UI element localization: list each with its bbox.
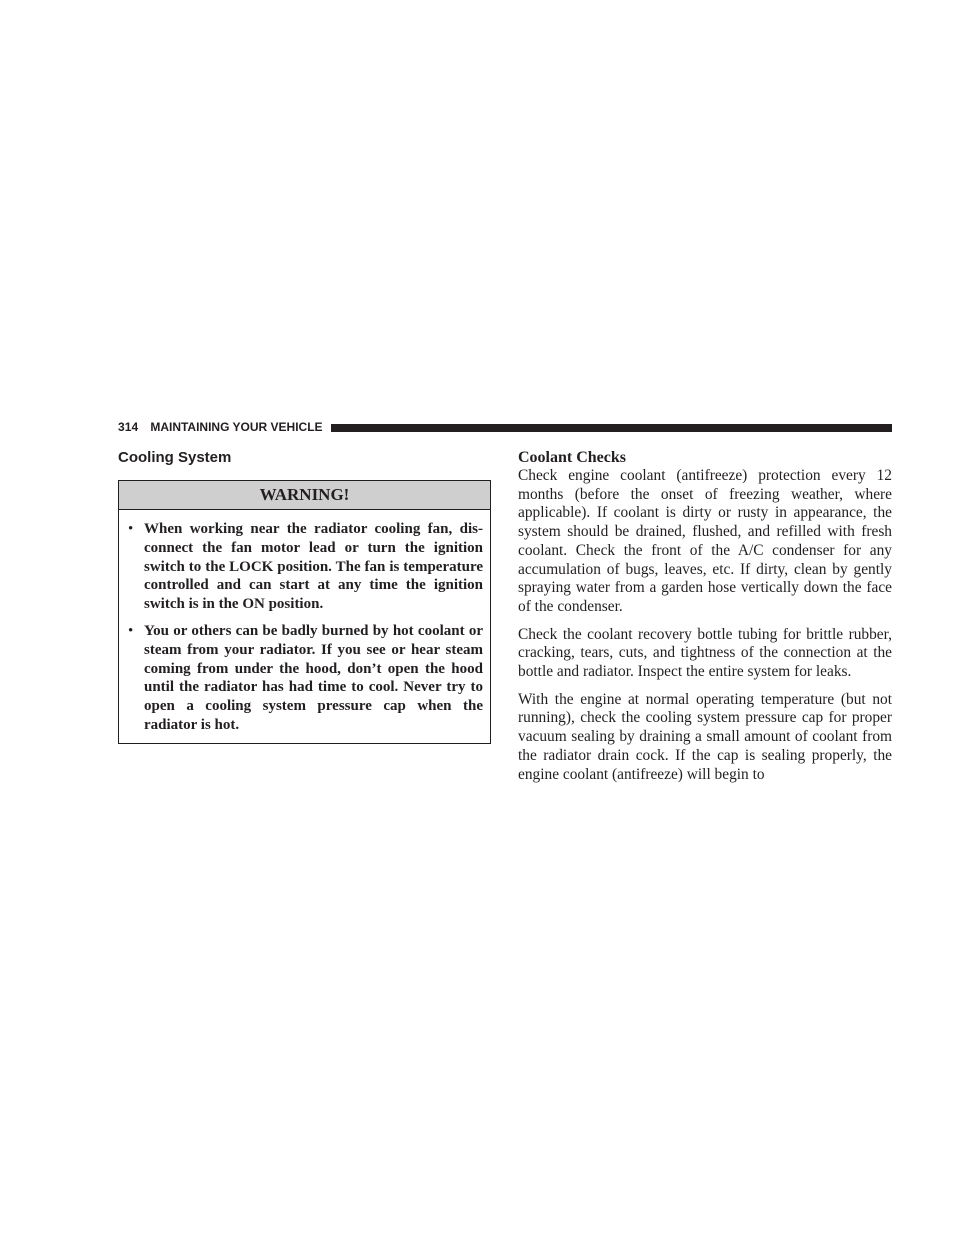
warning-title: WARNING! — [119, 481, 490, 510]
page-header — [118, 419, 892, 435]
warning-list — [119, 510, 490, 743]
warning-box — [118, 480, 491, 744]
page-number: 314 — [118, 420, 139, 434]
warning-item-text: When working near the radiator cooling fan, disconnect the fan motor lead or turn the ignition switch to the LOCK position. The fan is temperature controlled and can start at any time the ignition switch is in the ON position. — [144, 521, 483, 613]
bullet-icon: • — [128, 622, 134, 639]
warning-item-text: You or others can be badly burned by hot coolant or steam from your radiator. If you see or hear steam coming from under the hood, don’t open the hood until the radiator has had time to cool. Never try to open a cooling system pressure cap when the radiator is hot. — [144, 622, 483, 733]
coolant-checks-heading: Coolant Checks — [518, 449, 627, 466]
section-title: MAINTAINING YOUR VEHICLE — [150, 420, 323, 434]
right-column — [518, 448, 892, 793]
body-paragraph: Check the coolant recovery bottle tubing for brittle rubber, cracking, tears, cuts, and tightness of the connection at the bottle and radiator. Inspect the entire system for leaks. — [518, 625, 892, 681]
header-rule — [331, 424, 892, 432]
warning-item — [128, 622, 483, 735]
body-paragraph: With the engine at normal operating temperature (but not running), check the cooling system pressure cap for proper vacuum sealing by draining a small amount of coolant from the radiator drain cock. If the cap is sealing properly, the engine coolant (antifreeze) will begin to — [518, 690, 892, 783]
body-paragraph: Check engine coolant (antifreeze) protection every 12 months (before the onset of freezing weather, where applicable). If coolant is dirty or rusty in appearance, the system should be drained, flushed, and refilled with fresh coolant. Check the front of the A/C condenser for any accumulation of bugs, leaves, etc. If dirty, clean by gently spraying water from a garden hose vertically down the face of the condenser. — [518, 467, 892, 615]
cooling-system-heading: Cooling System — [118, 449, 232, 466]
left-column — [118, 448, 492, 744]
warning-item — [128, 520, 483, 614]
bullet-icon: • — [128, 521, 134, 537]
